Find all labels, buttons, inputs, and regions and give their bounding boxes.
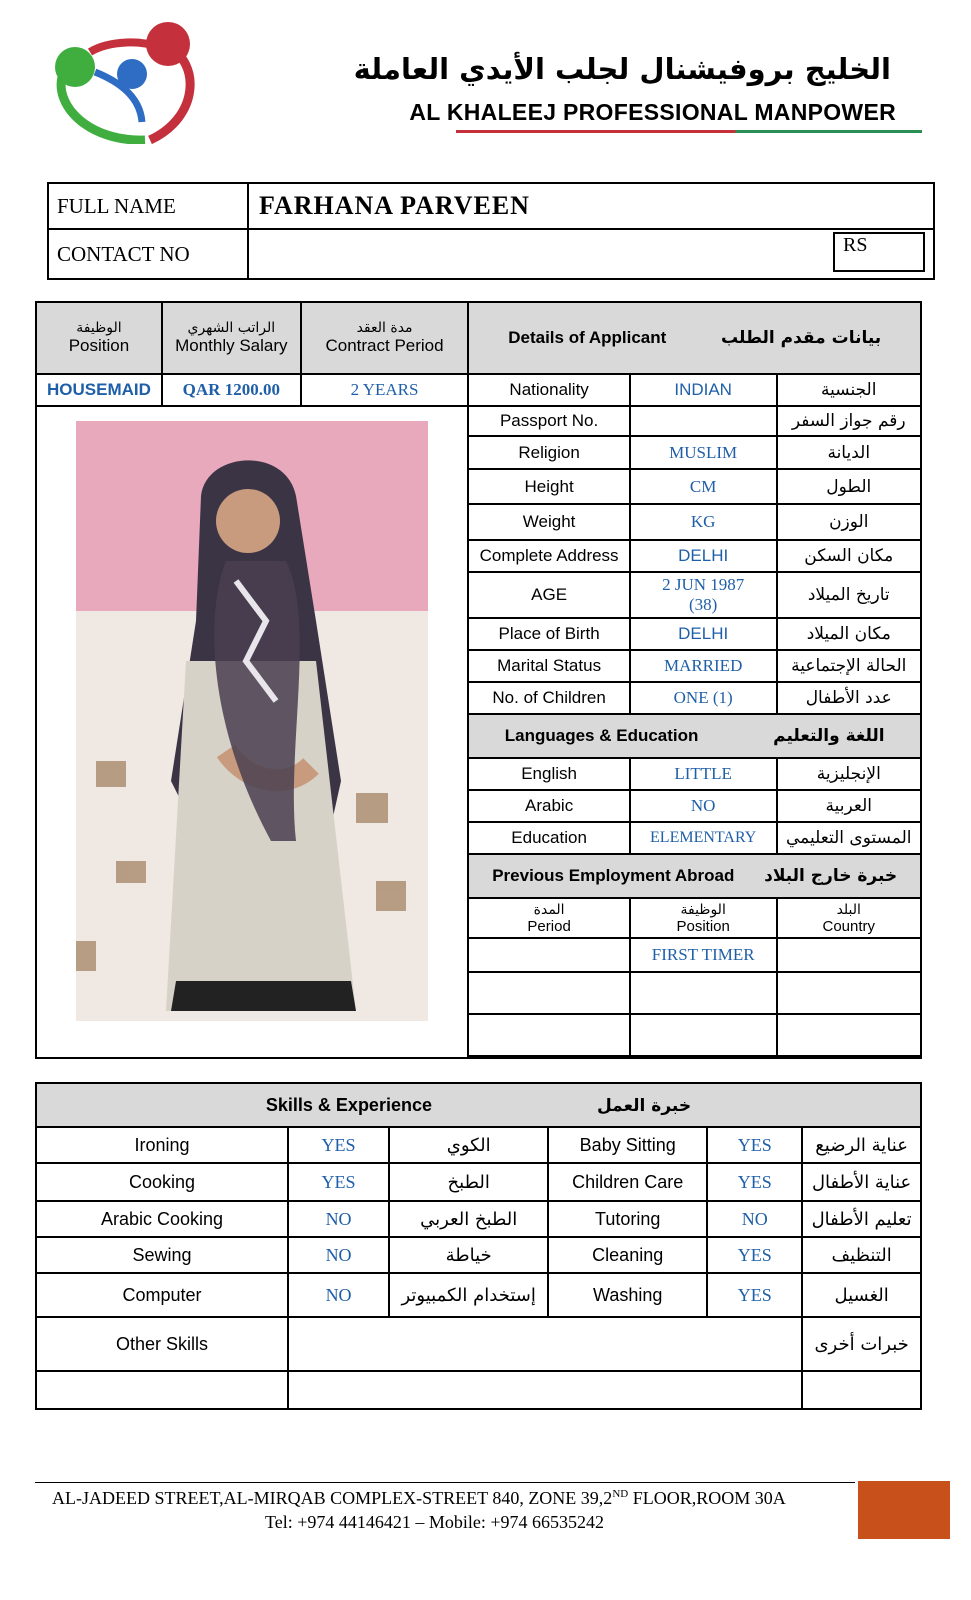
skill-value: NO (707, 1201, 802, 1237)
skill-value: YES (707, 1163, 802, 1201)
skill-label: Tutoring (548, 1201, 707, 1237)
detail-label: AGE (468, 572, 629, 618)
employment-country (777, 938, 921, 972)
detail-value: 2 JUN 1987 (38) (630, 572, 777, 618)
detail-value: MARRIED (630, 650, 777, 682)
footer-phones: Tel: +974 44146421 – Mobile: +974 66535242 (265, 1512, 605, 1532)
detail-label: Weight (468, 504, 629, 540)
language-value: LITTLE (630, 758, 777, 790)
people-logo-icon (50, 22, 200, 144)
employment-period (468, 938, 629, 972)
skill-label: Baby Sitting (548, 1127, 707, 1163)
skill-label: Sewing (36, 1237, 288, 1273)
detail-label-ar: الوزن (777, 504, 921, 540)
employment-position: FIRST TIMER (630, 938, 777, 972)
period-column-header: المدة Period (468, 898, 629, 938)
detail-label-ar: الحالة الإجتماعية (777, 650, 921, 682)
identity-table (47, 182, 935, 280)
applicant-table (35, 301, 922, 1059)
education-value: ELEMENTARY (630, 822, 777, 854)
skill-value: YES (288, 1127, 389, 1163)
skill-label-ar: إستخدام الكمبيوتر (389, 1273, 548, 1317)
detail-label: Height (468, 469, 629, 504)
skill-value: NO (288, 1273, 389, 1317)
empty-cell (288, 1371, 802, 1409)
detail-label: Marital Status (468, 650, 629, 682)
skill-label-ar: عناية الأطفال (802, 1163, 921, 1201)
full-name-label: FULL NAME (48, 183, 248, 229)
detail-value (630, 406, 777, 436)
other-skills-label: Other Skills (36, 1317, 288, 1371)
skill-label: Computer (36, 1273, 288, 1317)
skill-label: Children Care (548, 1163, 707, 1201)
position-value: HOUSEMAID (36, 374, 162, 406)
empty-cell (630, 972, 777, 1014)
detail-value: ONE (1) (630, 682, 777, 714)
skill-label: Cleaning (548, 1237, 707, 1273)
language-label-ar: العربية (777, 790, 921, 822)
emp-position-column-header: الوظيفة Position (630, 898, 777, 938)
footer-accent-block (858, 1481, 950, 1539)
skill-value: YES (707, 1237, 802, 1273)
position-header: الوظيفة Position (36, 302, 162, 374)
detail-value: KG (630, 504, 777, 540)
skill-label-ar: الطبخ (389, 1163, 548, 1201)
detail-label-ar: تاريخ الميلاد (777, 572, 921, 618)
education-label: Education (468, 822, 629, 854)
detail-label: Complete Address (468, 540, 629, 572)
detail-label-ar: الجنسية (777, 374, 921, 406)
detail-value: MUSLIM (630, 436, 777, 469)
detail-value: INDIAN (630, 374, 777, 406)
footer-address: AL-JADEED STREET,AL-MIRQAB COMPLEX-STREET 840, ZONE 39,2ND FLOOR,ROOM 30A (52, 1488, 786, 1508)
detail-label: No. of Children (468, 682, 629, 714)
language-label: English (468, 758, 629, 790)
other-skills-label-ar: خبرات أخرى (802, 1317, 921, 1371)
photo-cell (36, 406, 468, 1058)
employment-header: Previous Employment Abroad خبرة خارج البلاد (468, 854, 921, 898)
empty-cell (468, 1056, 629, 1058)
empty-cell (777, 1014, 921, 1056)
detail-label: Passport No. (468, 406, 629, 436)
empty-cell (630, 1056, 777, 1058)
empty-cell (468, 1014, 629, 1056)
language-label-ar: الإنجليزية (777, 758, 921, 790)
country-column-header: البلد Country (777, 898, 921, 938)
skill-label-ar: تعليم الأطفال (802, 1201, 921, 1237)
contact-value (248, 229, 934, 279)
empty-cell (777, 972, 921, 1014)
detail-label-ar: الديانة (777, 436, 921, 469)
detail-value: DELHI (630, 618, 777, 650)
applicant-photo (76, 421, 428, 1021)
detail-label: Place of Birth (468, 618, 629, 650)
salary-value: QAR 1200.00 (162, 374, 301, 406)
skills-header: Skills & Experience خبرة العمل (36, 1083, 921, 1127)
rs-box: RS (833, 232, 925, 272)
languages-header: Languages & Education اللغة والتعليم (468, 714, 921, 758)
empty-cell (468, 972, 629, 1014)
skill-value: YES (707, 1127, 802, 1163)
empty-cell (802, 1371, 921, 1409)
detail-value: CM (630, 469, 777, 504)
empty-cell (777, 1056, 921, 1058)
empty-cell (630, 1014, 777, 1056)
salary-header: الراتب الشهري Monthly Salary (162, 302, 301, 374)
skill-value: NO (288, 1237, 389, 1273)
detail-label-ar: عدد الأطفال (777, 682, 921, 714)
language-value: NO (630, 790, 777, 822)
skill-value: YES (288, 1163, 389, 1201)
skill-label-ar: الغسيل (802, 1273, 921, 1317)
skill-label-ar: التنظيف (802, 1237, 921, 1273)
contract-value: 2 YEARS (301, 374, 469, 406)
skill-value: NO (288, 1201, 389, 1237)
skill-label-ar: الطبخ العربي (389, 1201, 548, 1237)
contract-header: مدة العقد Contract Period (301, 302, 469, 374)
detail-label-ar: مكان الميلاد (777, 618, 921, 650)
company-logo (50, 22, 200, 144)
contact-label: CONTACT NO (48, 229, 248, 279)
detail-label: Religion (468, 436, 629, 469)
education-label-ar: المستوى التعليمي (777, 822, 921, 854)
skill-label: Ironing (36, 1127, 288, 1163)
footer-divider (35, 1482, 855, 1483)
detail-label-ar: الطول (777, 469, 921, 504)
header-underline (456, 130, 922, 133)
empty-cell (36, 1371, 288, 1409)
details-header: Details of Applicant بيانات مقدم الطلب (468, 302, 921, 374)
skill-value: YES (707, 1273, 802, 1317)
language-label: Arabic (468, 790, 629, 822)
company-name-english: AL KHALEEJ PROFESSIONAL MANPOWER (409, 99, 896, 125)
detail-value: DELHI (630, 540, 777, 572)
detail-label-ar: مكان السكن (777, 540, 921, 572)
skill-label-ar: الكوي (389, 1127, 548, 1163)
company-name-arabic: الخليج بروفيشنال لجلب الأيدي العاملة (353, 52, 891, 86)
skill-label: Cooking (36, 1163, 288, 1201)
skill-label-ar: خياطة (389, 1237, 548, 1273)
skills-table (35, 1082, 922, 1410)
detail-label-ar: رقم جواز السفر (777, 406, 921, 436)
skill-label: Arabic Cooking (36, 1201, 288, 1237)
skill-label-ar: عناية الرضيع (802, 1127, 921, 1163)
other-skills-value (288, 1317, 802, 1371)
skill-label: Washing (548, 1273, 707, 1317)
full-name-value: FARHANA PARVEEN (248, 183, 934, 229)
detail-label: Nationality (468, 374, 629, 406)
